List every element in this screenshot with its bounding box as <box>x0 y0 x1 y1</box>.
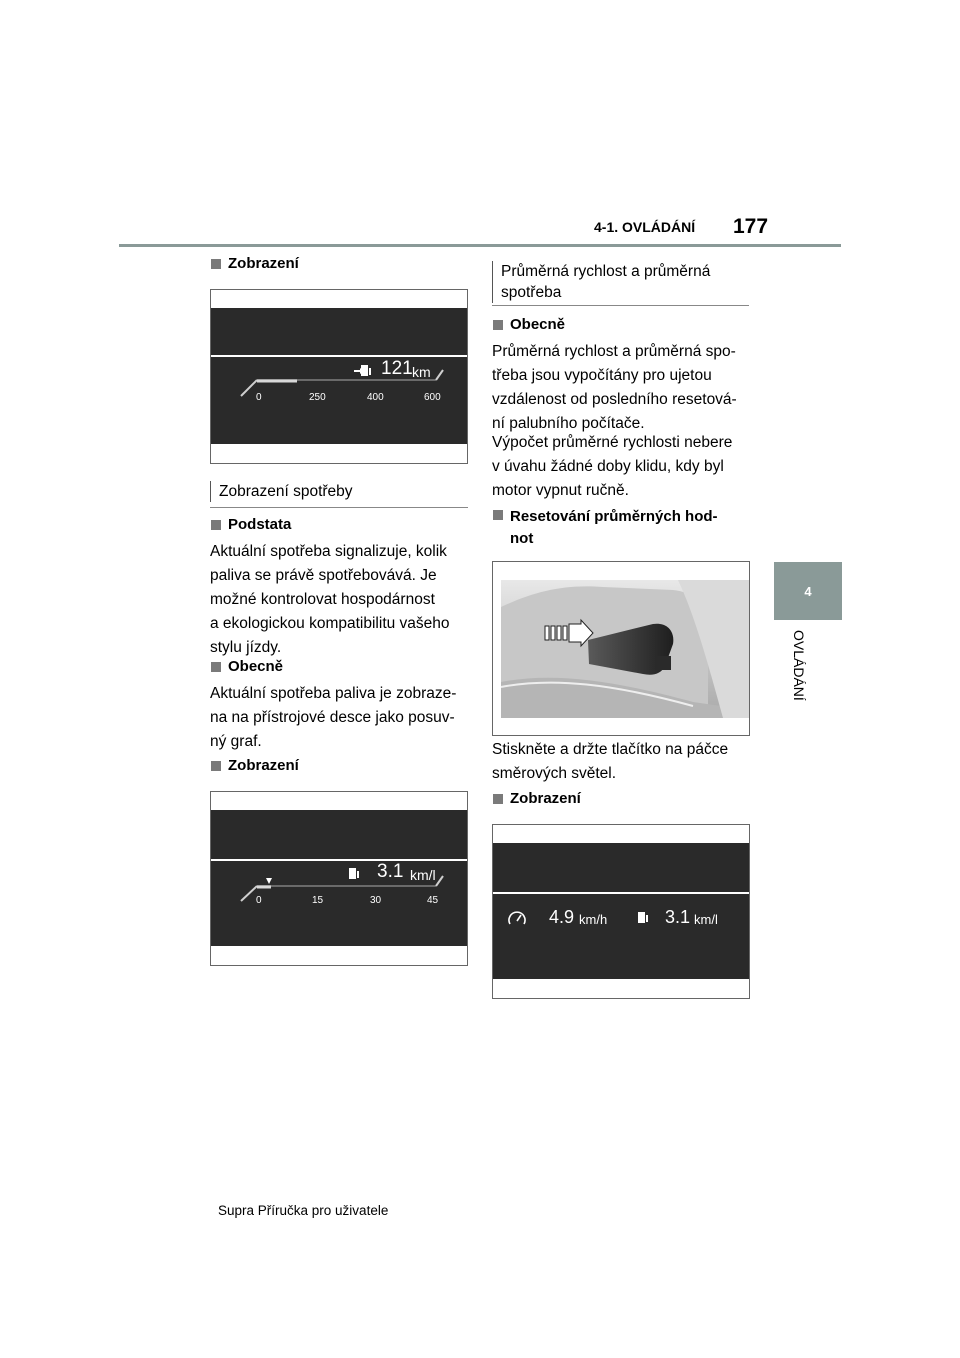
display-screen <box>211 810 467 946</box>
tick-label: 600 <box>424 392 441 403</box>
heading-text: Podstata <box>228 516 292 533</box>
text-line: stylu jízdy. <box>210 639 282 656</box>
header-rule <box>119 244 841 247</box>
tick-label: 250 <box>309 392 326 403</box>
paragraph-podstata <box>210 540 468 660</box>
heading-zobrazeni-3 <box>493 790 581 807</box>
bullet-square-icon <box>493 510 503 520</box>
bullet-square-icon <box>211 662 221 672</box>
average-speed-value: 4.9 <box>549 907 575 927</box>
heading-text: Zobrazení <box>228 757 299 774</box>
text-line: Aktuální spotřeba paliva je zobraze- <box>210 685 457 702</box>
value-marker-icon <box>266 878 272 884</box>
text-line: vzdálenost od posledního resetová- <box>492 391 737 408</box>
bullet-square-icon <box>493 794 503 804</box>
turn-signal-lever-figure <box>492 561 750 736</box>
chapter-title-vertical: OVLÁDÁNÍ <box>791 630 807 701</box>
heading-obecne-left <box>211 658 283 675</box>
fuel-range-display-figure <box>210 289 468 464</box>
range-value: 121 <box>381 358 413 379</box>
average-values-display-figure <box>492 824 750 999</box>
fuel-consumption-display-figure <box>210 791 468 966</box>
heading-text: Zobrazení <box>510 790 581 807</box>
caption-rule <box>210 507 468 508</box>
text-line: třeba jsou vypočítány pro ujetou <box>492 367 712 384</box>
tick-label: 45 <box>427 895 439 906</box>
heading-obecne-right <box>493 316 565 333</box>
speedometer-icon <box>509 912 525 924</box>
paragraph-obecne-left <box>210 682 468 754</box>
text-line: na na přístrojové desce jako posuv- <box>210 709 455 726</box>
heading-zobrazeni-2 <box>211 757 299 774</box>
display-screen <box>211 308 467 444</box>
lever-illustration <box>493 562 749 735</box>
tick-label: 0 <box>256 392 262 403</box>
heading-zobrazeni-1 <box>211 255 299 272</box>
heading-text: Resetování průměrných hod- <box>510 508 718 525</box>
text-line: Výpočet průměrné rychlosti nebere <box>492 434 733 451</box>
average-speed-unit: km/h <box>579 912 608 927</box>
chapter-number: 4 <box>804 583 812 599</box>
heading-text: Zobrazení <box>228 255 299 272</box>
tick-label: 30 <box>370 895 382 906</box>
paragraph-obecne-right-2 <box>492 431 750 503</box>
text-line: a ekologickou kompatibilitu vašeho <box>210 615 450 632</box>
text-line: motor vypnut ručně. <box>492 482 629 499</box>
heading-resetovani <box>493 506 718 550</box>
fuel-pump-icon <box>354 365 371 376</box>
fuel-pump-icon <box>349 868 359 879</box>
bullet-square-icon <box>211 520 221 530</box>
text-line: Průměrná rychlost a průměrná <box>501 263 711 280</box>
bullet-square-icon <box>211 761 221 771</box>
heading-podstata <box>211 516 291 533</box>
text-line: Stiskněte a držte tlačítko na páčce <box>492 741 729 758</box>
text-line: směrových světel. <box>492 765 617 782</box>
text-line: Průměrná rychlost a průměrná spo- <box>492 343 736 360</box>
bullet-square-icon <box>493 320 503 330</box>
fuel-pump-icon <box>638 912 648 923</box>
heading-text: Obecně <box>510 316 566 333</box>
figure-caption: Zobrazení spotřeby <box>210 481 467 502</box>
section-title: 4-1. OVLÁDÁNÍ <box>594 219 696 235</box>
text-line: možné kontrolovat hospodárnost <box>210 591 435 608</box>
text-line: ní palubního počítače. <box>492 415 645 432</box>
chapter-tab <box>774 562 842 620</box>
tick-label: 0 <box>256 895 262 906</box>
page-number: 177 <box>733 215 769 238</box>
tick-label: 15 <box>312 895 324 906</box>
section-caption <box>492 261 749 303</box>
text-line: Aktuální spotřeba signalizuje, kolik <box>210 543 447 560</box>
text-line: paliva se právě spotřebovává. Je <box>210 567 437 584</box>
text-line: spotřeba <box>501 284 562 301</box>
bullet-square-icon <box>211 259 221 269</box>
consumption-value: 3.1 <box>377 861 404 882</box>
display-screen <box>493 843 749 979</box>
range-unit: km <box>412 364 431 380</box>
heading-text: Obecně <box>228 658 284 675</box>
average-consumption-unit: km/l <box>694 912 718 927</box>
paragraph-instruction <box>492 738 750 786</box>
tick-label: 400 <box>367 392 384 403</box>
consumption-unit: km/l <box>410 867 436 883</box>
caption-rule <box>492 305 749 306</box>
heading-text: not <box>510 530 534 547</box>
footer-text: Supra Příručka pro uživatele <box>218 1203 389 1218</box>
average-consumption-value: 3.1 <box>665 907 691 927</box>
paragraph-obecne-right-1 <box>492 340 750 436</box>
average-values-graphic <box>493 843 749 979</box>
text-line: ný graf. <box>210 733 262 750</box>
text-line: v úvahu žádné doby klidu, kdy byl <box>492 458 724 475</box>
